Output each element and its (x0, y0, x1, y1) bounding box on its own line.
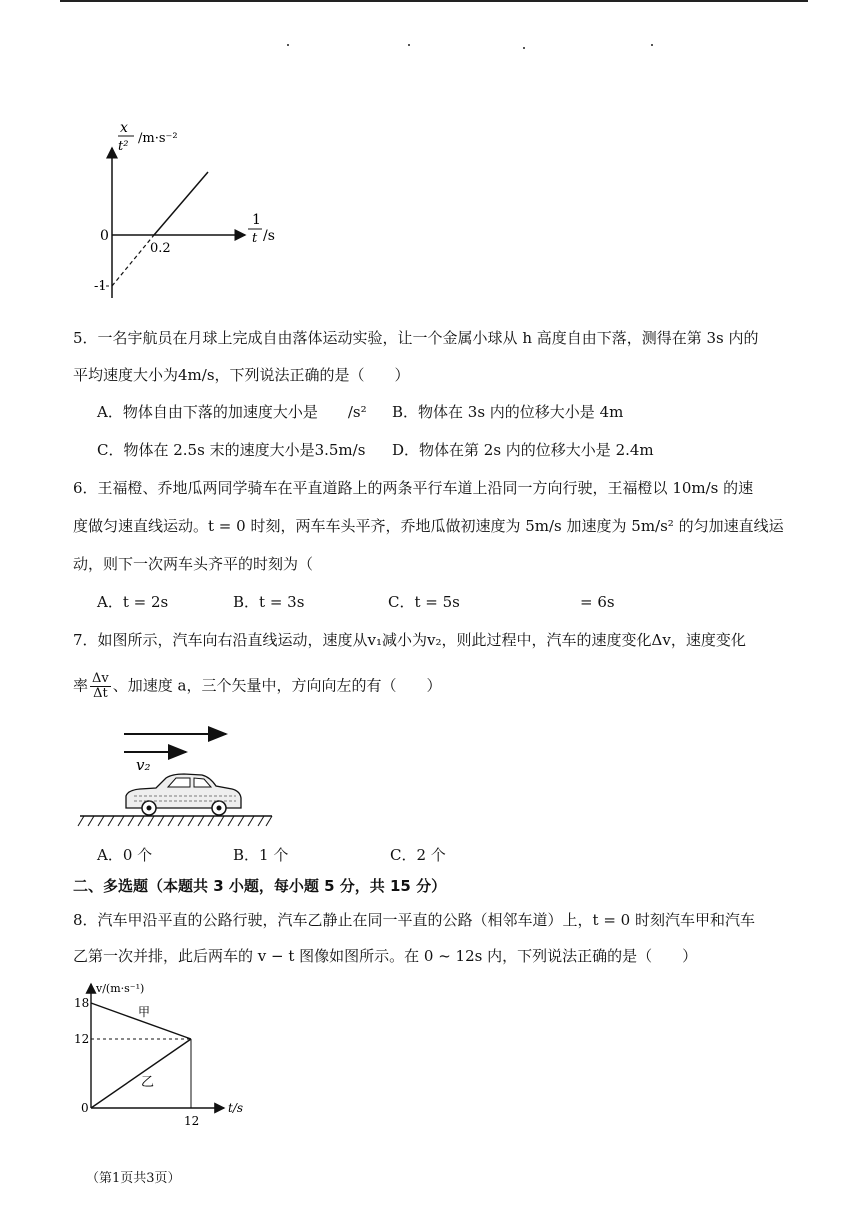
ytick-12: 12 (74, 1032, 90, 1046)
series-yi-line (91, 1039, 191, 1108)
scan-dot (651, 44, 653, 46)
v2-label: v₂ (136, 756, 151, 774)
xlabel-den: t (252, 231, 258, 246)
q8-line1: 8．汽车甲沿平直的公路行驶，汽车乙静止在同一平直的公路（相邻车道）上，t = 0 时刻汽车甲和汽车 (73, 911, 755, 929)
xtick-label: 0.2 (150, 241, 171, 256)
q6-line3: 动，则下一次两车头齐平的时刻为（ (73, 555, 314, 573)
q6-line2: 度做匀速直线运动。t = 0 时刻，两车车头平齐，乔地瓜做初速度为 5m/s 加速度为 5m/s² 的匀加速直线运 (73, 517, 784, 535)
q7-line2-prefix: 率 (73, 676, 89, 695)
label-jia: 甲 (138, 1005, 151, 1019)
xlabel-unit: /s (263, 228, 275, 244)
q6-line1: 6．王福橙、乔地瓜两同学骑车在平直道路上的两条平行车道上沿同一方向行驶，王福橙以 10m/s 的速 (73, 479, 754, 497)
q5-option-a: A．物体自由下落的加速度大小是 /s² (97, 403, 367, 421)
solid-segment (154, 172, 208, 235)
scan-dot (523, 47, 525, 49)
q6-option-b: B．t = 3s (233, 593, 305, 611)
dashed-segment (112, 235, 154, 286)
scan-dot (287, 44, 289, 46)
q7-option-b: B．1 个 (233, 846, 289, 864)
q7-option-a: A．0 个 (97, 846, 153, 864)
origin-label: 0 (100, 228, 109, 244)
ytick-label: -1 (94, 279, 107, 294)
frac-denominator: Δt (93, 686, 108, 701)
q5-option-d: D．物体在第 2s 内的位移大小是 2.4m (392, 441, 654, 459)
ytick-18: 18 (74, 996, 90, 1010)
scan-dot (408, 44, 410, 46)
ground-hatching (78, 816, 272, 826)
xtick-12: 12 (184, 1114, 200, 1128)
q6-option-c: C．t = 5s (388, 593, 460, 611)
q8-line2: 乙第一次并排，此后两车的 v − t 图像如图所示。在 0 ~ 12s 内，下列说法正确的是（ ） (73, 947, 698, 965)
q5-line2: 平均速度大小为4m/s，下列说法正确的是（ ） (73, 366, 410, 384)
page-footer: （第1页共3页） (86, 1171, 181, 1186)
q7-line1: 7．如图所示，汽车向右沿直线运动，速度从v₁减小为v₂，则此过程中，汽车的速度变化Δv，速度变化 (73, 631, 746, 649)
graph-x-t2-vs-inv-t (80, 118, 300, 308)
section-multiple-choice-heading: 二、多选题（本题共 3 小题，每小题 5 分，共 15 分） (73, 877, 447, 895)
xlabel-num: 1 (252, 212, 261, 228)
ylabel-den: t² (118, 139, 129, 154)
q5-option-b: B．物体在 3s 内的位移大小是 4m (392, 403, 624, 421)
q5-line1: 5．一名宇航员在月球上完成自由落体运动实验，让一个金属小球从 h 高度自由下落，测得在第 3s 内的 (73, 329, 759, 347)
origin-label: 0 (81, 1101, 89, 1115)
q5-option-c: C．物体在 2.5s 末的速度大小是3.5m/s (97, 441, 366, 459)
top-border-line (60, 0, 808, 2)
ylabel: v/(m·s⁻¹) (96, 982, 145, 995)
q7-line2 (73, 672, 441, 701)
q6-option-d: = 6s (580, 593, 615, 611)
car-icon (126, 774, 241, 815)
q7-option-c: C．2 个 (390, 846, 446, 864)
q7-line2-suffix: 、加速度 a，三个矢量中，方向向左的有（ ） (112, 676, 442, 695)
ylabel-unit: /m·s⁻² (138, 131, 178, 146)
graph-v-t (66, 980, 266, 1130)
label-yi: 乙 (141, 1075, 155, 1090)
frac-numerator: Δv (92, 671, 109, 686)
ylabel-num: x (120, 120, 128, 136)
q6-option-a: A．t = 2s (97, 593, 169, 611)
car-velocity-figure (76, 722, 281, 832)
xlabel: t/s (228, 1101, 244, 1115)
rate-fraction (90, 672, 111, 701)
